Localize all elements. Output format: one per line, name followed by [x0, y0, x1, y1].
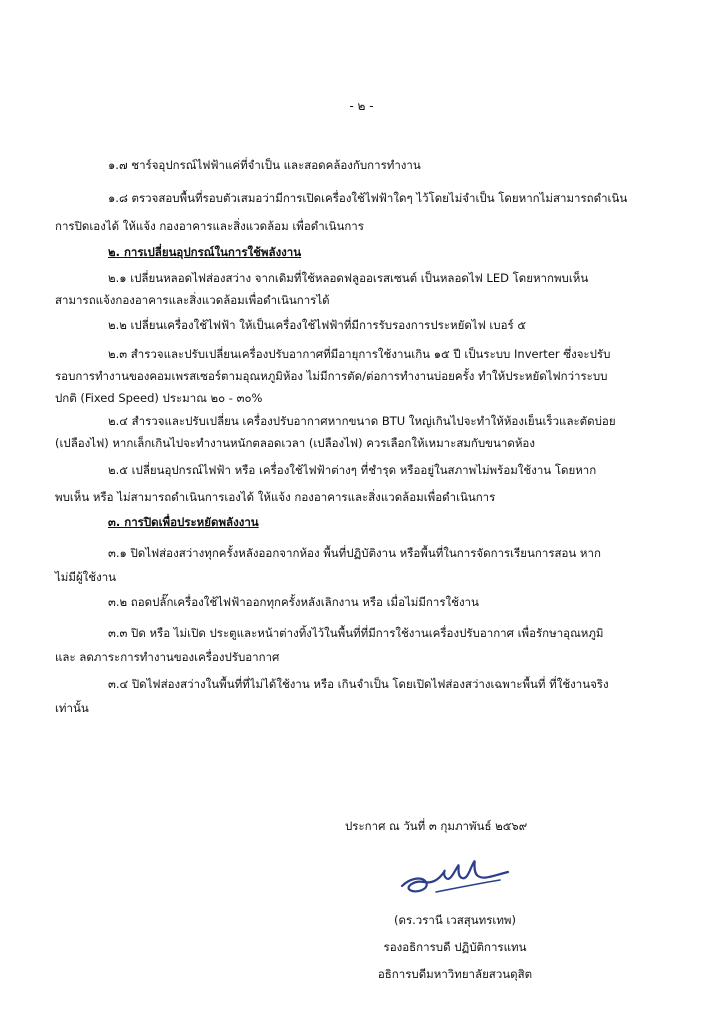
item-2-2: ๒.๒ เปลี่ยนเครื่องใช้ไฟฟ้า ให้เป็นเครื่องใช้ไฟฟ้าที่มีการรับรองการประหยัดไฟ เบอร์ ๕: [108, 318, 527, 332]
section-2-heading: ๒. การเปลี่ยนอุปกรณ์ในการใช้พลังงาน: [108, 245, 302, 259]
page-number: - ๒ -: [349, 99, 374, 113]
item-2-3-cont-1: รอบการทำงานของคอมเพรสเซอร์ตามอุณหภูมิห้อง ไม่มีการตัด/ต่อการทำงานบ่อยครั้ง ทำให้ประหยัดไฟกว่าระบบ: [55, 369, 608, 383]
announcement-date: ประกาศ ณ วันที่ ๓ กุมภาพันธ์ ๒๕๖๙: [345, 819, 528, 833]
item-2-3: ๒.๓ สำรวจและปรับเปลี่ยนเครื่องปรับอากาศที่มีอายุการใช้งานเกิน ๑๕ ปี เป็นระบบ Inverter ซึ่งจะปรับ: [108, 347, 611, 361]
item-3-1-cont: ไม่มีผู้ใช้งาน: [55, 570, 117, 584]
item-3-1: ๓.๑ ปิดไฟส่องสว่างทุกครั้งหลังออกจากห้อง พื้นที่ปฏิบัติงาน หรือพื้นที่ในการจัดการเรียนการสอน หาก: [108, 546, 601, 560]
item-2-5-cont: พบเห็น หรือ ไม่สามารถดำเนินการเองได้ ให้แจ้ง กองอาคารและสิ่งแวดล้อมเพื่อดำเนินการ: [55, 490, 496, 504]
section-3-heading: ๓. การปิดเพื่อประหยัดพลังงาน: [108, 515, 259, 529]
item-2-4-cont: (เปลืองไฟ) หากเล็กเกินไปจะทำงานหนักตลอดเวลา (เปลืองไฟ) ควรเลือกให้เหมาะสมกับขนาดห้อง: [55, 436, 535, 450]
item-1-8-cont: การปิดเองได้ ให้แจ้ง กองอาคารและสิ่งแวดล้อม เพื่อดำเนินการ: [55, 219, 364, 233]
item-1-8: ๑.๘ ตรวจสอบพื้นที่รอบตัวเสมอว่ามีการเปิดเครื่องใช้ไฟฟ้าใดๆ ไว้โดยไม่จำเป็น โดยหากไม่สามารถดำเนิน: [108, 191, 628, 205]
item-2-1-cont: สามารถแจ้งกองอาคารและสิ่งแวดล้อมเพื่อดำเนินการได้: [55, 293, 330, 307]
item-3-4-cont: เท่านั้น: [55, 701, 89, 715]
item-2-1: ๒.๑ เปลี่ยนหลอดไฟส่องสว่าง จากเดิมที่ใช้หลอดฟลูออเรสเซนต์ เป็นหลอดไฟ LED โดยหากพบเห็น: [108, 271, 589, 285]
item-3-3: ๓.๓ ปิด หรือ ไม่เปิด ประตูและหน้าต่างทิ้งไว้ในพื้นที่ที่มีการใช้งานเครื่องปรับอากาศ เพื่อรักษาอุณหภูมิ: [108, 626, 604, 640]
item-1-7: ๑.๗ ชาร์จอุปกรณ์ไฟฟ้าแค่ที่จำเป็น และสอดคล้องกับการทำงาน: [108, 158, 421, 172]
signature-image: [396, 852, 514, 902]
signer-position-1: รองอธิการบดี ปฏิบัติการแทน: [383, 940, 527, 954]
signer-position-2: อธิการบดีมหาวิทยาลัยสวนดุสิต: [377, 967, 533, 981]
item-2-5: ๒.๕ เปลี่ยนอุปกรณ์ไฟฟ้า หรือ เครื่องใช้ไฟฟ้าต่างๆ ที่ชำรุด หรืออยู่ในสภาพไม่พร้อมใช้งาน โดยหาก: [108, 463, 597, 477]
item-2-4: ๒.๔ สำรวจและปรับเปลี่ยน เครื่องปรับอากาศหากขนาด BTU ใหญ่เกินไปจะทำให้ห้องเย็นเร็วและตัดบ่อย: [108, 414, 616, 428]
item-3-4: ๓.๔ ปิดไฟส่องสว่างในพื้นที่ที่ไม่ได้ใช้งาน หรือ เกินจำเป็น โดยเปิดไฟส่องสว่างเฉพาะพื้นที่ ที่ใช้งานจริง: [108, 677, 609, 691]
signer-name: (ดร.วรานี เวสสุนทรเทพ): [393, 913, 517, 927]
item-3-3-cont: และ ลดภาระการทำงานของเครื่องปรับอากาศ: [55, 650, 280, 664]
item-3-2: ๓.๒ ถอดปลั๊กเครื่องใช้ไฟฟ้าออกทุกครั้งหลังเลิกงาน หรือ เมื่อไม่มีการใช้งาน: [108, 595, 479, 609]
item-2-3-cont-2: ปกติ (Fixed Speed) ประมาณ ๒๐ - ๓๐%: [55, 391, 263, 405]
